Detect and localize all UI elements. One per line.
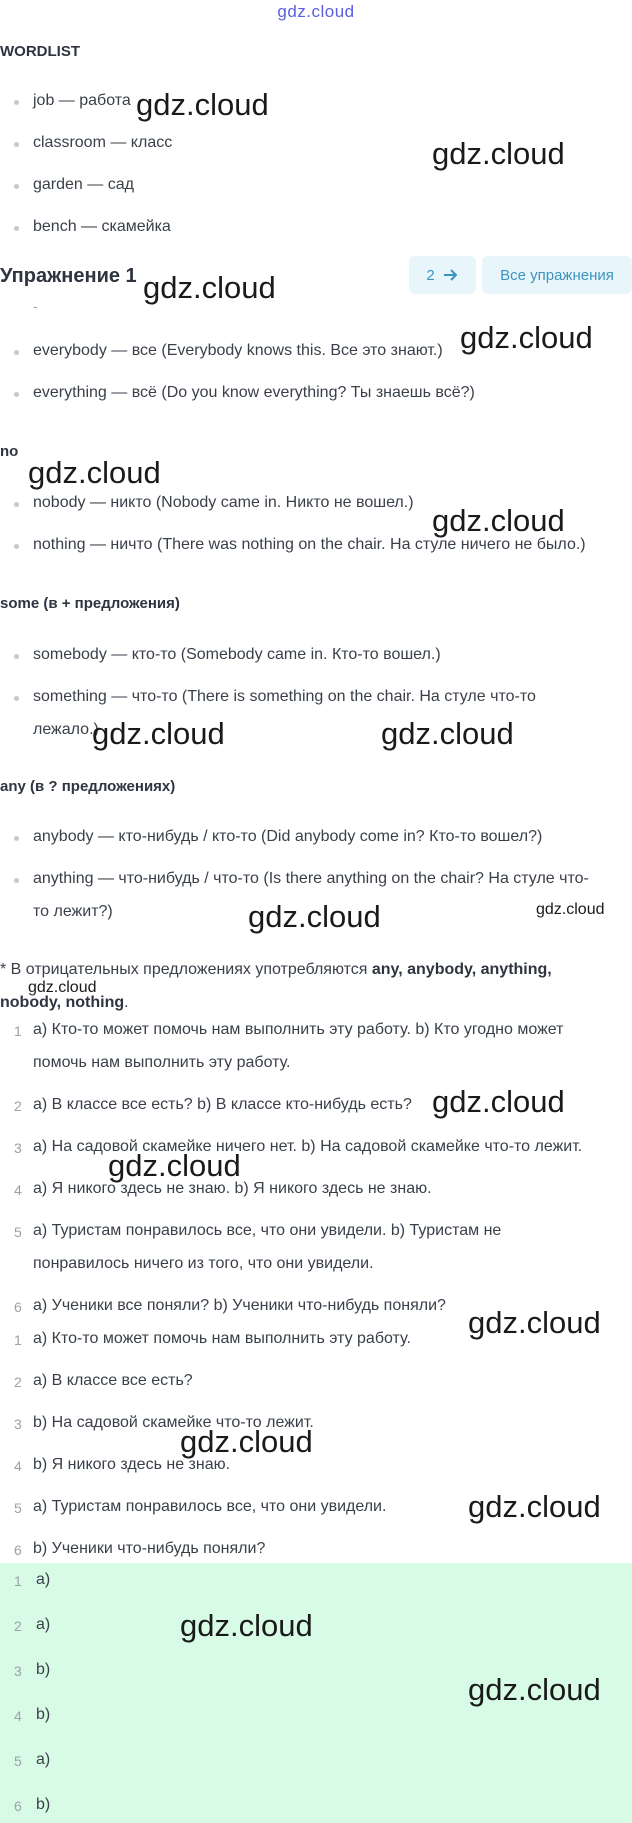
answer-number: 6 [14, 1798, 22, 1814]
bullet [14, 836, 19, 841]
translation-line: понравилось ничего из того, что они увидели. [33, 1255, 374, 1272]
bullet [14, 696, 19, 701]
watermark: gdz.cloud [432, 503, 565, 538]
translation-number: 2 [14, 1098, 22, 1114]
exercise-title: Упражнение 1 [0, 265, 137, 287]
translation-line: a) На садовой скамейке ничего нет. b) На садовой скамейке что-то лежит. [33, 1138, 583, 1155]
watermark: gdz.cloud [468, 1489, 601, 1524]
bullet [14, 184, 19, 189]
translation-number: 6 [14, 1299, 22, 1315]
watermark: gdz.cloud [28, 979, 97, 996]
bullet [14, 226, 19, 231]
answer-line: a) [36, 1616, 51, 1633]
watermark: gdz.cloud [92, 716, 225, 751]
chosen-line: b) На садовой скамейке что-то лежит. [33, 1414, 314, 1431]
note-suffix: . [124, 994, 129, 1011]
watermark: gdz.cloud [180, 1608, 313, 1643]
translation-line: a) Туристам понравилось все, что они увидели. b) Туристам не [33, 1222, 502, 1239]
some-item: something — что-то (There is something on the chair. На стуле что-то [33, 688, 536, 705]
note-line-1 [0, 961, 552, 979]
chosen-number: 4 [14, 1458, 22, 1474]
answer-line: b) [36, 1706, 51, 1723]
bullet [14, 502, 19, 507]
chosen-number: 3 [14, 1416, 22, 1432]
watermark: gdz.cloud [468, 1672, 601, 1707]
translation-number: 3 [14, 1140, 22, 1156]
watermark: gdz.cloud [143, 270, 276, 305]
next-exercise-button[interactable] [409, 256, 476, 294]
wordlist-title: WORDLIST [0, 43, 80, 60]
bullet [14, 142, 19, 147]
some-item-continued: лежало.) [33, 721, 99, 738]
every-item: everybody — все (Everybody knows this. Все это знают.) [33, 342, 443, 359]
wordlist-item: job — работа [33, 92, 131, 109]
answer-number: 5 [14, 1753, 22, 1769]
no-item: nothing — ничто (There was nothing on the chair. На стуле ничего не было.) [33, 536, 586, 553]
watermark: gdz.cloud [432, 136, 565, 171]
next-exercise-label: 2 [426, 266, 435, 284]
translation-line: a) Я никого здесь не знаю. b) Я никого здесь не знаю. [33, 1180, 432, 1197]
chosen-line: b) Ученики что-нибудь поняли? [33, 1540, 266, 1557]
chosen-number: 5 [14, 1500, 22, 1516]
bullet [14, 350, 19, 355]
answer-line: a) [36, 1571, 51, 1588]
answer-number: 1 [14, 1573, 22, 1589]
note-bold-words: nobody, nothing [0, 994, 125, 1011]
any-item: anybody — кто-нибудь / кто-то (Did anybody come in? Кто-то вошел?) [33, 828, 543, 845]
any-section-title: any (в ? предложениях) [0, 778, 176, 795]
wordlist-item: bench — скамейка [33, 218, 171, 235]
any-item: anything — что-нибудь / что-то (Is there anything on the chair? На стуле что- [33, 870, 589, 887]
answer-number: 4 [14, 1708, 22, 1724]
bullet [14, 544, 19, 549]
answer-number: 3 [14, 1663, 22, 1679]
any-item-continued: то лежит?) [33, 903, 113, 920]
chosen-number: 1 [14, 1332, 22, 1348]
watermark: gdz.cloud [180, 1424, 313, 1459]
bullet [14, 878, 19, 883]
watermark: gdz.cloud [28, 455, 161, 490]
watermark: gdz.cloud [381, 716, 514, 751]
bullet [14, 392, 19, 397]
all-exercises-button[interactable]: Все упражнения [482, 256, 632, 294]
translation-line: a) Кто-то может помочь нам выполнить эту работу. b) Кто угодно может [33, 1021, 564, 1038]
chosen-line: a) Кто-то может помочь нам выполнить эту работу. [33, 1330, 411, 1347]
no-section-title: no [0, 443, 19, 460]
translation-number: 4 [14, 1182, 22, 1198]
site-logo[interactable]: gdz.cloud [277, 2, 355, 21]
bullet [14, 100, 19, 105]
no-item: nobody — никто (Nobody came in. Никто не вошел.) [33, 494, 414, 511]
watermark: gdz.cloud [136, 87, 269, 122]
answer-line: b) [36, 1661, 51, 1678]
watermark: gdz.cloud [536, 901, 605, 918]
chosen-line: a) Туристам понравилось все, что они увидели. [33, 1498, 387, 1515]
watermark: gdz.cloud [460, 320, 593, 355]
every-item: everything — всё (Do you know everything? Ты знаешь всё?) [33, 384, 475, 401]
bullet [14, 654, 19, 659]
translation-number: 1 [14, 1023, 22, 1039]
chosen-line: b) Я никого здесь не знаю. [33, 1456, 231, 1473]
arrow-right-icon [443, 268, 459, 282]
some-item: somebody — кто-то (Somebody came in. Кто-то вошел.) [33, 646, 441, 663]
answer-line: a) [36, 1751, 51, 1768]
translation-line: a) Ученики все поняли? b) Ученики что-нибудь поняли? [33, 1297, 446, 1314]
chosen-number: 2 [14, 1374, 22, 1390]
wordlist-item: classroom — класс [33, 134, 173, 151]
watermark: gdz.cloud [108, 1148, 241, 1183]
note-prefix: * В отрицательных предложениях употребляются [0, 961, 372, 978]
wordlist-item: garden — сад [33, 176, 134, 193]
watermark: gdz.cloud [248, 899, 381, 934]
chosen-line: a) В классе все есть? [33, 1372, 193, 1389]
some-section-title: some (в + предложения) [0, 595, 180, 612]
watermark: gdz.cloud [468, 1305, 601, 1340]
translation-line: a) В классе все есть? b) В классе кто-нибудь есть? [33, 1096, 412, 1113]
note-bold-words: any, anybody, anything, [371, 961, 552, 978]
dash: - [33, 298, 38, 314]
translation-number: 5 [14, 1224, 22, 1240]
answer-line: b) [36, 1796, 51, 1813]
answer-number: 2 [14, 1618, 22, 1634]
watermark: gdz.cloud [432, 1084, 565, 1119]
chosen-number: 6 [14, 1542, 22, 1558]
translation-line: помочь нам выполнить эту работу. [33, 1054, 291, 1071]
